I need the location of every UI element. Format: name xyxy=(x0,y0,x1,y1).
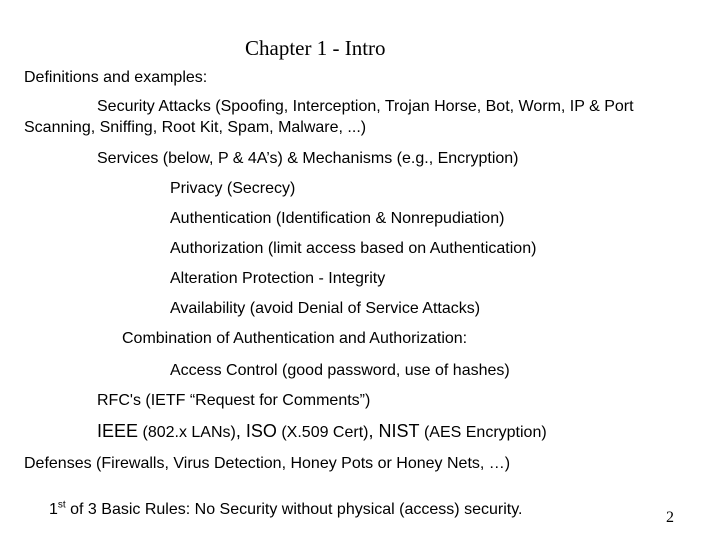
service-item-authentication: Authentication (Identification & Nonrepudiation) xyxy=(170,210,505,227)
attacks-line-1: Security Attacks (Spoofing, Interception, Trojan Horse, Bot, Worm, IP & Port xyxy=(97,98,634,115)
standard-ieee-detail: (802.x LANs) xyxy=(142,424,236,441)
attacks-line-2: Scanning, Sniffing, Root Kit, Spam, Malware, ...) xyxy=(24,119,367,136)
standard-ieee: IEEE xyxy=(97,421,139,441)
rfc-line: RFC's (IETF “Request for Comments”) xyxy=(97,392,371,409)
standards-separator: , xyxy=(368,421,379,441)
basic-rule-line xyxy=(49,500,522,519)
service-item-availability: Availability (avoid Denial of Service Attacks) xyxy=(170,300,481,317)
service-item-privacy: Privacy (Secrecy) xyxy=(170,180,296,197)
combination-line: Combination of Authentication and Authorization: xyxy=(122,330,468,347)
defenses-line: Defenses (Firewalls, Virus Detection, Honey Pots or Honey Nets, …) xyxy=(24,455,511,472)
rule-text: of 3 Basic Rules: No Security without physical (access) security. xyxy=(65,501,523,518)
standards-line xyxy=(97,422,547,442)
services-line: Services (below, P & 4A’s) & Mechanisms (e.g., Encryption) xyxy=(97,150,519,167)
standard-iso-detail: (X.509 Cert) xyxy=(281,424,369,441)
standard-nist: NIST xyxy=(378,421,420,441)
standard-iso: ISO xyxy=(245,421,277,441)
rule-ordinal-number: 1 xyxy=(49,501,58,518)
page-number: 2 xyxy=(666,509,674,526)
service-item-integrity: Alteration Protection - Integrity xyxy=(170,270,386,287)
access-control-line: Access Control (good password, use of hashes) xyxy=(170,362,510,379)
rule-ordinal-suffix: st xyxy=(57,499,66,511)
slide-title: Chapter 1 - Intro xyxy=(245,36,386,60)
section-heading: Definitions and examples: xyxy=(24,69,208,86)
standard-nist-detail: (AES Encryption) xyxy=(423,424,547,441)
standards-separator: , xyxy=(235,421,246,441)
service-item-authorization: Authorization (limit access based on Authentication) xyxy=(170,240,537,257)
